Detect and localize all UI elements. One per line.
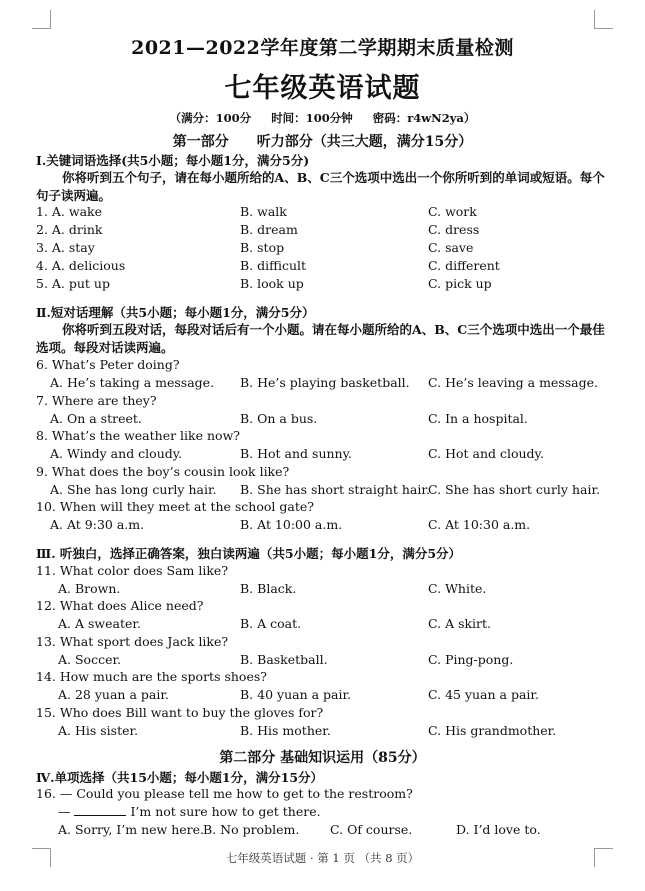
q5-option-a: 5. A. put up	[36, 276, 110, 291]
q12-option-c: C. A skirt.	[428, 616, 492, 631]
q7-option-b: B. On a bus.	[240, 411, 318, 426]
q16-blank[interactable]	[74, 804, 126, 816]
q15-option-b: B. His mother.	[240, 723, 331, 738]
q11-option-b: B. Black.	[240, 581, 297, 596]
crop-mark-top-right	[594, 10, 613, 29]
q16-question: 16. — Could you please tell me how to get to the restroom?	[36, 786, 413, 801]
password-info: 密码：r4wN2ya）	[372, 111, 476, 125]
section1-heading: Ⅰ.关键词语选择(共5小题；每小题1分，满分5分)	[36, 153, 310, 168]
q16-option-d: D. I’d love to.	[456, 822, 541, 837]
q4-option-c: C. different	[428, 258, 500, 273]
q15-option-c: C. His grandmother.	[428, 723, 557, 738]
q9-option-b: B. She has short straight hair.	[240, 482, 430, 497]
section3-heading: Ⅲ. 听独白，选择正确答案，独白读两遍（共5小题；每小题1分，满分5分）	[36, 546, 462, 561]
q3-option-a: 3. A. stay	[36, 240, 95, 255]
q13-option-b: B. Basketball.	[240, 652, 328, 667]
q12-option-a: A. A sweater.	[58, 616, 141, 631]
q16-reply	[58, 804, 321, 819]
q14-option-c: C. 45 yuan a pair.	[428, 687, 539, 702]
q1-option-c: C. work	[428, 204, 477, 219]
crop-mark-top-left	[32, 10, 51, 29]
part1-title: 第一部分 听力部分（共三大题，满分15分）	[172, 134, 473, 150]
section1-instructions: 你将听到五个句子，请在每小题所给的A、B、C三个选项中选出一个你所听到的单词或短语。每个句子读两遍。	[36, 170, 605, 203]
q6-question: 6. What’s Peter doing?	[36, 357, 180, 372]
q16-option-c: C. Of course.	[330, 822, 413, 837]
q8-option-c: C. Hot and cloudy.	[428, 446, 544, 461]
q10-question: 10. When will they meet at the school gate?	[36, 499, 314, 514]
page-footer: 七年级英语试题 · 第 1 页 （共 8 页）	[225, 851, 420, 865]
q8-question: 8. What’s the weather like now?	[36, 428, 240, 443]
q1-option-b: B. walk	[240, 204, 287, 219]
q14-question: 14. How much are the sports shoes?	[36, 669, 267, 684]
q12-option-b: B. A coat.	[240, 616, 302, 631]
q13-option-c: C. Ping-pong.	[428, 652, 514, 667]
q11-option-a: A. Brown.	[58, 581, 121, 596]
exam-title: 2021—2022学年度第二学期期末质量检测	[131, 37, 514, 59]
q4-option-b: B. difficult	[240, 258, 307, 273]
q14-option-a: A. 28 yuan a pair.	[58, 687, 169, 702]
q2-option-b: B. dream	[240, 222, 298, 237]
q9-option-c: C. She has short curly hair.	[428, 482, 601, 497]
section4-heading: Ⅳ.单项选择（共15小题；每小题1分，满分15分）	[36, 770, 324, 785]
q5-option-b: B. look up	[240, 276, 304, 291]
q10-option-c: C. At 10:30 a.m.	[428, 517, 531, 532]
q12-question: 12. What does Alice need?	[36, 598, 204, 613]
section2-heading: Ⅱ.短对话理解（共5小题；每小题1分，满分5分）	[36, 305, 315, 320]
q6-option-b: B. He’s playing basketball.	[240, 375, 410, 390]
q6-option-a: A. He’s taking a message.	[50, 375, 215, 390]
q14-option-b: B. 40 yuan a pair.	[240, 687, 352, 702]
q8-option-a: A. Windy and cloudy.	[50, 446, 183, 461]
q15-option-a: A. His sister.	[58, 723, 139, 738]
q1-option-a: 1. A. wake	[36, 204, 102, 219]
q7-option-a: A. On a street.	[50, 411, 142, 426]
q5-option-c: C. pick up	[428, 276, 492, 291]
q7-option-c: C. In a hospital.	[428, 411, 528, 426]
q2-option-c: C. dress	[428, 222, 480, 237]
q11-question: 11. What color does Sam like?	[36, 563, 229, 578]
q7-question: 7. Where are they?	[36, 393, 157, 408]
q4-option-a: 4. A. delicious	[36, 258, 126, 273]
q10-option-b: B. At 10:00 a.m.	[240, 517, 343, 532]
q13-option-a: A. Soccer.	[58, 652, 122, 667]
q11-option-c: C. White.	[428, 581, 487, 596]
q9-question: 9. What does the boy’s cousin look like?	[36, 464, 290, 479]
part2-title: 第二部分 基础知识运用（85分）	[219, 750, 426, 766]
q16-dash: —	[58, 804, 71, 819]
q8-option-b: B. Hot and sunny.	[240, 446, 352, 461]
q16-reply-text: I’m not sure how to get there.	[130, 804, 321, 819]
q2-option-a: 2. A. drink	[36, 222, 103, 237]
q9-option-a: A. She has long curly hair.	[50, 482, 217, 497]
q3-option-b: B. stop	[240, 240, 285, 255]
q16-option-a: A. Sorry, I’m new here.	[58, 822, 205, 837]
exam-meta	[0, 110, 645, 126]
q6-option-c: C. He’s leaving a message.	[428, 375, 598, 390]
section2-instructions: 你将听到五段对话，每段对话后有一个小题。请在每小题所给的A、B、C三个选项中选出一个最佳选项。每段对话读两遍。	[36, 322, 605, 355]
score-info: （满分：100分	[169, 111, 252, 125]
exam-subtitle: 七年级英语试题	[224, 73, 421, 104]
q15-question: 15. Who does Bill want to buy the gloves for?	[36, 705, 324, 720]
q10-option-a: A. At 9:30 a.m.	[50, 517, 145, 532]
q16-option-b: B. No problem.	[203, 822, 300, 837]
q3-option-c: C. save	[428, 240, 474, 255]
q13-question: 13. What sport does Jack like?	[36, 634, 229, 649]
time-info: 时间：100分钟	[271, 111, 353, 125]
